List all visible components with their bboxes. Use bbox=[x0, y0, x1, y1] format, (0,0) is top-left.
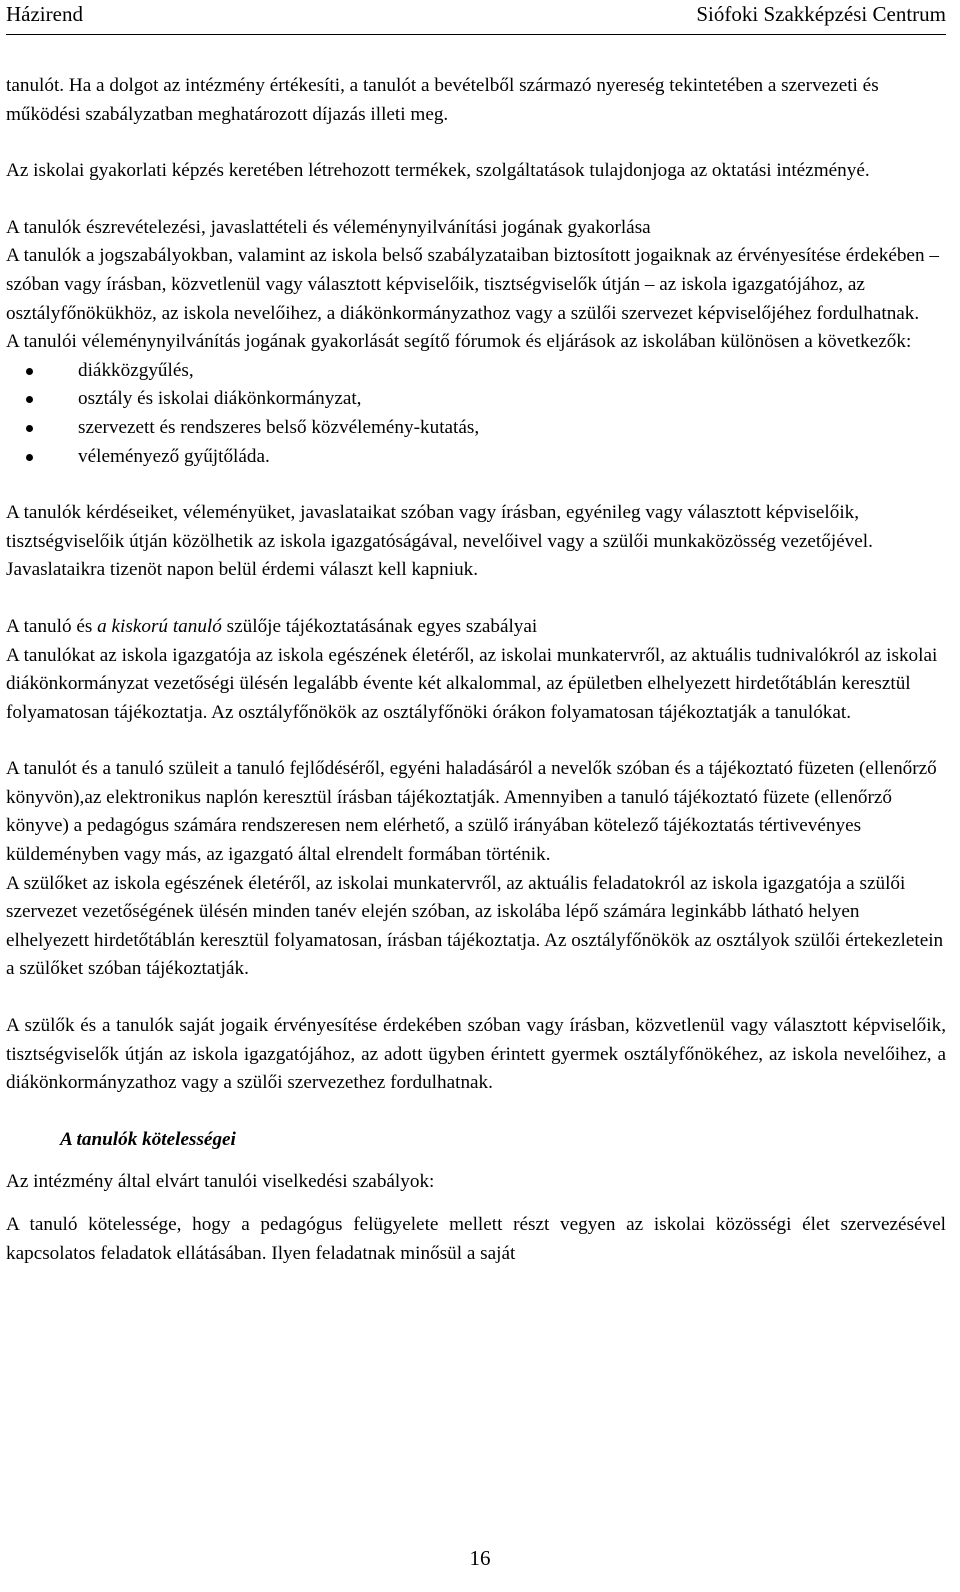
paragraph-behavior-rules: Az intézmény által elvárt tanulói viselkedési szabályok: bbox=[6, 1171, 435, 1193]
bullet-icon bbox=[26, 396, 33, 403]
paragraph-ownership: Az iskolai gyakorlati képzés keretében létrehozott termékek, szolgáltatások tulajdonjoga az oktatási intézményé. bbox=[6, 160, 870, 182]
section-heading-opinion-rights: A tanulók észrevételezési, javaslattételi és véleménynyilvánítási jogának gyakorlása bbox=[6, 216, 651, 238]
bullet-icon bbox=[26, 454, 33, 461]
paragraph-questions: A tanulók kérdéseiket, véleményüket, javaslataikat szóban vagy írásban, egyénileg vagy választott képviselőik, tisztségviselőik útján közölhetik az iskola igazgatóságával, nevelőivel vagy a szülői munkaközösség vezetőjével. Javaslataikra tizenöt napon belül érdemi választ kell kapniuk. bbox=[6, 502, 873, 581]
paragraph-principal-informs: A tanulókat az iskola igazgatója az iskola egészének életéről, az iskolai munkatervről, az aktuális tudnivalókról az iskolai diákönkormányzat vezetőségi ülésén legalább évente két alkalommal, az épületben elhelyezett hirdetőtáblán keresztül folyamatosan tájékoztatja. Az osztályfőnökök az osztályfőnöki órákon folyamatosan tájékoztatják a tanulókat. bbox=[6, 644, 938, 723]
header-title-right: Siófoki Szakképzési Centrum bbox=[696, 2, 946, 26]
paragraph-forums: A tanulói véleménynyilvánítás jogának gyakorlását segítő fórumok és eljárások az iskolában különösen a következők: bbox=[6, 331, 912, 353]
bullet-icon bbox=[26, 425, 33, 432]
list-item: diákközgyűlés, bbox=[6, 357, 946, 386]
document-body bbox=[6, 72, 946, 1268]
list-item: szervezett és rendszeres belső közvélemény-kutatás, bbox=[6, 414, 946, 443]
section-heading-obligations: A tanulók kötelességei bbox=[60, 1128, 236, 1150]
list-item: véleményező gyűjtőláda. bbox=[6, 443, 946, 472]
paragraph-student-rights: A tanulók a jogszabályokban, valamint az iskola belső szabályzataiban biztosított jogaiknak az érvényesítése érdekében – szóban vagy írásban, közvetlenül vagy választott képviselőik, tisztségviselők útján – az iskola igazgatójához, az osztályfőnökükhöz, az iskola nevelőihez, a diákönkormányzathoz vagy a szülői szervezet képviselőjéhez fordulhatnak. bbox=[6, 245, 939, 324]
page-header bbox=[6, 0, 946, 35]
paragraph-progress-info: A tanulót és a tanuló szüleit a tanuló fejlődéséről, egyéni haladásáról a nevelők szóban és a tájékoztató füzeten (ellenőrző könyvön),az elektronikus naplón keresztül írásban tájékoztatják. Amennyiben a tanuló tájékoztató füzete (ellenőrző könyve) a pedagógus számára rendszeresen nem elérhető, a szülő irányában kötelező tájékoztatás tértivevényes küldeményben vagy más, az igazgató által elrendelt formában történik. bbox=[6, 758, 937, 866]
page-number: 16 bbox=[469, 1546, 491, 1570]
paragraph-duty: A tanuló kötelessége, hogy a pedagógus felügyelete mellett részt vegyen az iskolai közösségi élet szervezésével kapcsolatos feladatok ellátásában. Ilyen feladatnak minősül a saját bbox=[6, 1214, 946, 1264]
section-heading-information: A tanuló és a kiskorú tanuló szülője tájékoztatásának egyes szabályai bbox=[6, 615, 538, 637]
bullet-icon bbox=[26, 368, 33, 375]
paragraph-rights-enforcement: A szülők és a tanulók saját jogaik érvényesítése érdekében szóban vagy írásban, közvetlenül vagy választott képviselőik, tisztségviselők útján az iskola igazgatójához, az adott ügyben érintett gyermek osztályfőnökéhez, az iskola nevelőihez, a diákönkormányzathoz vagy a szülői szervezethez fordulhatnak. bbox=[6, 1015, 946, 1094]
paragraph-intro: tanulót. Ha a dolgot az intézmény értékesíti, a tanulót a bevételből származó nyereség tekintetében a szervezeti és működési szabályzatban meghatározott díjazás illeti meg. bbox=[6, 75, 879, 125]
paragraph-parent-info: A szülőket az iskola egészének életéről, az iskolai munkatervről, az aktuális feladatokról az iskola igazgatója a szülői szervezet vezetőségének ülésén minden tanév elején szóban, az iskolába lépő számára leginkább látható helyen elhelyezett hirdetőtáblán keresztül folyamatosan, írásban tájékoztatja. Az osztályfőnökök az osztályok szülői értekezletein a szülőket szóban tájékoztatják. bbox=[6, 872, 944, 980]
forum-list bbox=[6, 357, 946, 471]
header-title-left: Házirend bbox=[6, 2, 83, 26]
list-item: osztály és iskolai diákönkormányzat, bbox=[6, 385, 946, 414]
